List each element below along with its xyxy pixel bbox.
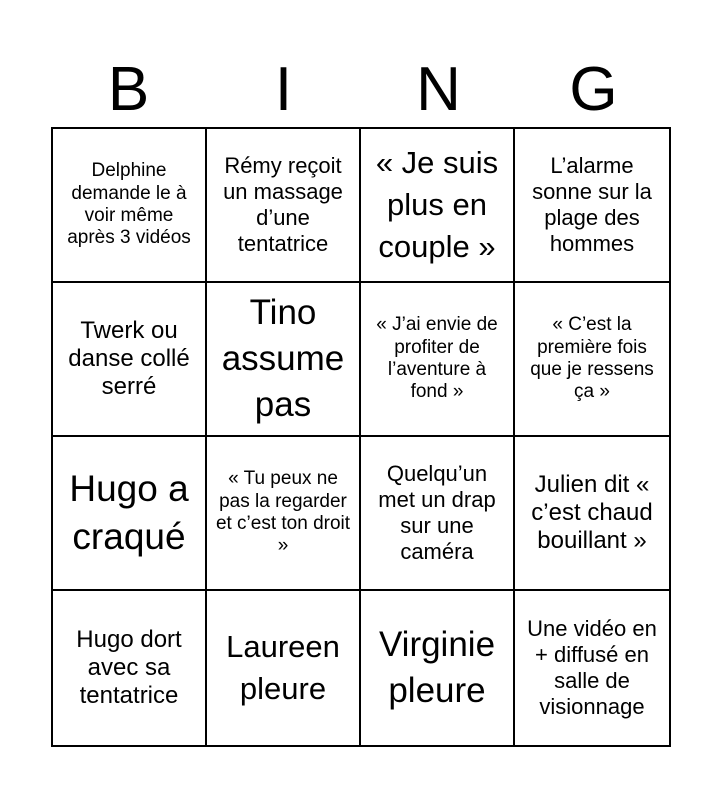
cell-text: « C’est la première fois que je ressens ça » <box>530 314 654 403</box>
cell-text: Hugo a craqué <box>69 467 189 557</box>
bingo-cell[interactable] <box>361 283 515 437</box>
bingo-cell[interactable] <box>207 283 361 437</box>
bingo-cell[interactable] <box>361 591 515 745</box>
cell-text: Hugo dort avec sa tentatrice <box>76 625 182 710</box>
bingo-cell[interactable] <box>361 437 515 591</box>
cell-text: Delphine demande le à voir même après 3 vidéos <box>67 160 191 249</box>
cell-text: Julien dit « c’est chaud bouillant » <box>531 470 653 555</box>
bingo-cell[interactable] <box>207 591 361 745</box>
bingo-cell[interactable] <box>53 591 207 745</box>
bingo-cell[interactable] <box>207 437 361 591</box>
cell-text: « Je suis plus en couple » <box>375 144 499 265</box>
title-letter-n: N <box>416 55 461 124</box>
cell-text: « J’ai envie de profiter de l’aventure à fond » <box>376 314 498 403</box>
bingo-cell[interactable] <box>207 129 361 283</box>
cell-text: Tino assume pas <box>221 292 345 425</box>
bingo-cell[interactable] <box>53 129 207 283</box>
bingo-cell[interactable] <box>515 591 669 745</box>
cell-text: Laureen pleure <box>226 628 340 706</box>
cell-text: Twerk ou danse collé serré <box>68 316 190 401</box>
bingo-cell[interactable] <box>53 283 207 437</box>
bingo-title <box>51 52 671 128</box>
title-letter-i: I <box>274 55 293 124</box>
title-letter-b: B <box>107 55 150 124</box>
cell-text: L’alarme sonne sur la plage des hommes <box>532 153 652 256</box>
bingo-cell[interactable] <box>515 283 669 437</box>
cell-text: Une vidéo en + diffusé en salle de visionnage <box>527 616 657 719</box>
bingo-cell[interactable] <box>515 437 669 591</box>
cell-text: Virginie pleure <box>378 624 496 710</box>
bingo-cell[interactable] <box>53 437 207 591</box>
bingo-cell[interactable] <box>361 129 515 283</box>
cell-text: Rémy reçoit un massage d’une tentatrice <box>223 153 343 256</box>
title-letter-g: G <box>569 55 618 124</box>
cell-text: Quelqu’un met un drap sur une caméra <box>378 461 496 564</box>
bingo-cell[interactable] <box>515 129 669 283</box>
bingo-board <box>51 127 671 747</box>
cell-text: « Tu peux ne pas la regarder et c’est ton droit » <box>215 468 351 557</box>
